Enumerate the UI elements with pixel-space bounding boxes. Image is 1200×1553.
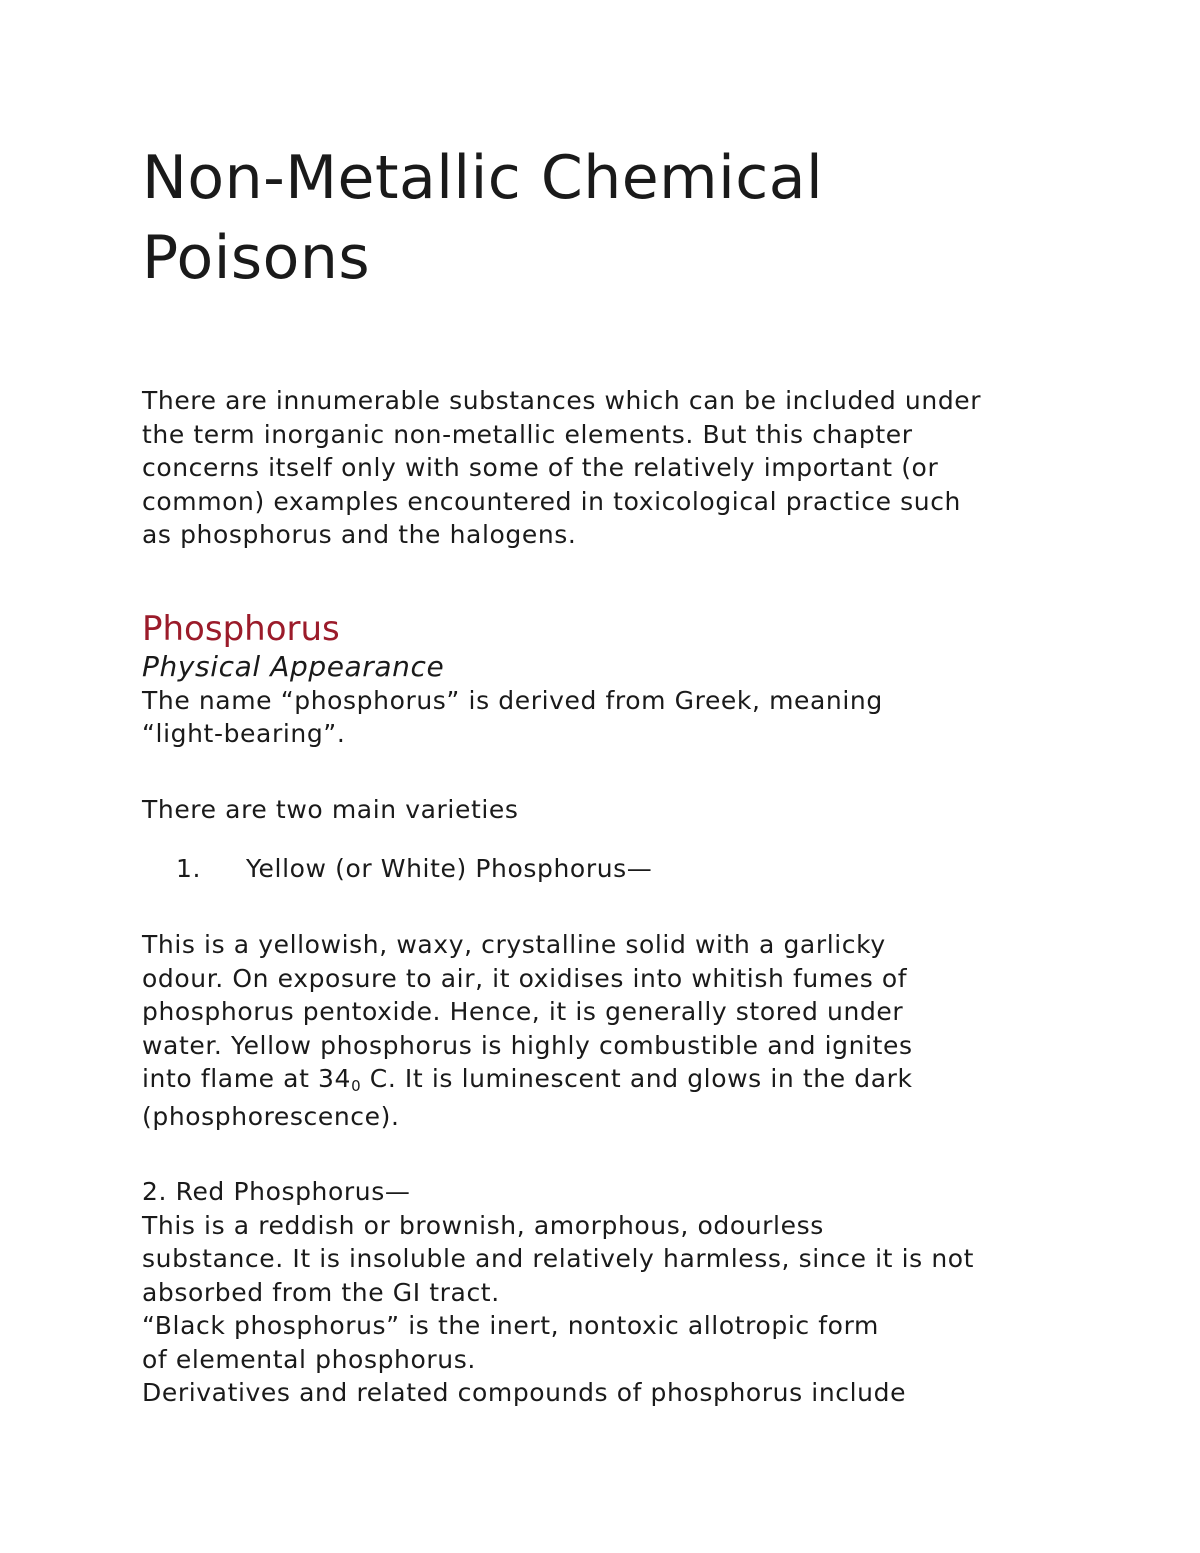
yellow-phosphorus-paragraph	[142, 928, 1042, 1133]
intro-line: There are innumerable substances which can be included under	[142, 386, 982, 415]
intro-paragraph	[142, 384, 1042, 552]
title-line-2: Poisons	[142, 223, 371, 293]
yellow-line: odour. On exposure to air, it oxidises into whitish fumes of	[142, 963, 908, 993]
sub-heading-physical-appearance: Physical Appearance	[142, 649, 445, 683]
list-item-text: Yellow (or White) Phosphorus—	[246, 854, 653, 883]
red-line: of elemental phosphorus.	[142, 1344, 476, 1374]
list-item-yellow-phosphorus	[142, 852, 1042, 886]
name-line: “light-bearing”.	[142, 719, 346, 748]
intro-line: concerns itself only with some of the relatively important (or	[142, 453, 939, 482]
title-line-1: Non-Metallic Chemical	[142, 143, 824, 213]
intro-line: the term inorganic non-metallic elements. But this chapter	[142, 419, 913, 449]
temp-subscript: 0	[351, 1077, 362, 1095]
yellow-line: phosphorus pentoxide. Hence, it is generally stored under	[142, 997, 904, 1026]
red-line: This is a reddish or brownish, amorphous, odourless	[142, 1210, 824, 1240]
red-phosphorus-heading: 2. Red Phosphorus—	[142, 1177, 411, 1206]
red-line: “Black phosphorus” is the inert, nontoxic allotropic form	[142, 1311, 879, 1340]
yellow-line-temperature	[142, 1062, 1042, 1100]
temp-text-after: C. It is luminescent and glows in the dark	[361, 1064, 913, 1093]
red-line: Derivatives and related compounds of phosphorus include	[142, 1378, 907, 1407]
red-line: substance. It is insoluble and relatively harmless, since it is not	[142, 1244, 975, 1273]
name-line: The name “phosphorus” is derived from Greek, meaning	[142, 685, 883, 715]
intro-line: as phosphorus and the halogens.	[142, 520, 577, 549]
yellow-line: water. Yellow phosphorus is highly combustible and ignites	[142, 1030, 913, 1060]
temp-text-before: into flame at 34	[142, 1064, 352, 1093]
yellow-line: This is a yellowish, waxy, crystalline solid with a garlicky	[142, 930, 886, 959]
section-heading-phosphorus: Phosphorus	[142, 608, 340, 649]
document-page	[142, 138, 1042, 1410]
name-paragraph	[142, 684, 1042, 751]
list-number: 1.	[176, 854, 202, 883]
intro-line: common) examples encountered in toxicological practice such	[142, 486, 961, 516]
red-line: absorbed from the GI tract.	[142, 1277, 500, 1307]
varieties-line: There are two main varieties	[142, 794, 519, 824]
red-phosphorus-paragraph	[142, 1209, 1042, 1410]
yellow-line: (phosphorescence).	[142, 1101, 400, 1131]
document-title	[142, 138, 1042, 298]
